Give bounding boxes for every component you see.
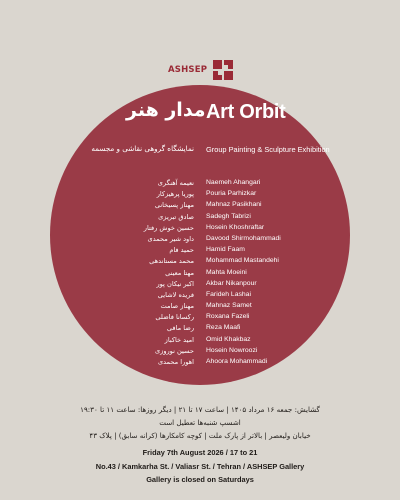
artist-name-fa: رضا مافی xyxy=(166,324,194,333)
artist-name-en: Mahnaz Samet xyxy=(206,302,252,310)
artist-name-en: Ahoora Mohammadi xyxy=(206,358,268,365)
artist-row xyxy=(0,347,400,358)
artist-name-fa: رکسانا فاضلی xyxy=(155,313,194,322)
artist-name-fa: حسین نوروزی xyxy=(154,346,194,355)
artist-row xyxy=(0,313,400,324)
artist-name-fa: پوریا پرهیزکار xyxy=(156,190,194,199)
closed-notice-en: Gallery is closed on Saturdays xyxy=(146,475,254,484)
opening-hours-fa: گشایش: جمعه ۱۶ مرداد ۱۴۰۵ | ساعت ۱۷ تا ۲۱ | دیگر روزها: ساعت ۱۱ تا ۱۹:۳۰ xyxy=(80,405,320,414)
artist-name-en: Hosein Khoshraftar xyxy=(206,223,265,231)
artist-row xyxy=(0,190,400,201)
artist-name-fa: مهناز صامت xyxy=(160,302,194,311)
artist-row xyxy=(0,213,400,224)
artist-name-fa: اکبر نیکان پور xyxy=(156,279,194,288)
gallery-logo xyxy=(0,56,400,80)
artist-row xyxy=(0,291,400,302)
artist-name-en: Roxana Fazeli xyxy=(206,313,250,321)
artist-name-en: Pouria Parhizkar xyxy=(206,190,257,198)
artist-row xyxy=(0,358,400,369)
logo-text: ASHSEP xyxy=(168,65,208,75)
artist-name-fa: اهورا محمدی xyxy=(157,358,194,366)
subtitle-persian: نمایشگاه گروهی نقاشی و مجسمه xyxy=(91,144,194,153)
artist-list xyxy=(0,179,400,369)
artist-row xyxy=(0,336,400,347)
artist-row xyxy=(0,280,400,291)
artist-name-en: Davood Shirmohammadi xyxy=(206,234,281,242)
artist-name-fa: امید خاکباز xyxy=(164,335,194,344)
artist-name-fa: حمید فام xyxy=(169,246,194,255)
artist-row xyxy=(0,224,400,235)
closed-notice-fa: اشسپ شنبه‌ها تعطیل است xyxy=(159,418,241,427)
artist-name-fa: فریده لاشایی xyxy=(157,290,194,299)
artist-row xyxy=(0,302,400,313)
artist-name-fa: مهناز پسیخانی xyxy=(154,201,194,210)
artist-row xyxy=(0,246,400,257)
artist-name-en: Mohammad Mastandehi xyxy=(206,257,279,265)
opening-date-en: Friday 7th August 2026 / 17 to 21 xyxy=(142,448,258,457)
artist-row xyxy=(0,179,400,190)
artist-row xyxy=(0,257,400,268)
artist-name-en: Naemeh Ahangari xyxy=(206,179,261,186)
artist-name-fa: صادق تبریزی xyxy=(158,212,194,221)
artist-name-fa: نعیمه آهنگری xyxy=(157,179,194,187)
artist-row xyxy=(0,324,400,335)
artist-row xyxy=(0,269,400,280)
title-persian: مدار هنر xyxy=(126,99,206,121)
artist-name-en: Akbar Nikanpour xyxy=(206,279,257,287)
artist-name-en: Hamid Faam xyxy=(206,246,245,254)
subtitle-english: Group Painting & Sculpture Exhibition xyxy=(206,145,330,154)
artist-name-en: Hosein Nowroozi xyxy=(206,346,258,354)
artist-name-fa: حسین خوش رفتار xyxy=(143,223,194,232)
artist-name-en: Reza Maafi xyxy=(206,324,241,332)
title-english: Art Orbit xyxy=(206,101,286,123)
artist-name-fa: مهتا معینی xyxy=(165,268,194,277)
artist-name-en: Sadegh Tabrizi xyxy=(206,212,251,220)
artist-name-en: Farideh Lashai xyxy=(206,290,251,298)
artist-name-fa: داود شیر محمدی xyxy=(147,234,194,243)
address-fa: خیابان ولیعصر | بالاتر از پارک ملت | کوچه کامکارها (کرانه سابق) | پلاک ۴۳ xyxy=(89,431,311,440)
artist-name-en: Omid Khakbaz xyxy=(206,335,251,343)
artist-name-en: Mahnaz Pasikhani xyxy=(206,201,262,209)
artist-row xyxy=(0,235,400,246)
artist-name-en: Mahta Moeini xyxy=(206,268,247,276)
info-english xyxy=(0,446,400,487)
info-persian xyxy=(0,403,400,442)
address-en: No.43 / Kamkarha St. / Valiasr St. / Tehran / ASHSEP Gallery xyxy=(95,461,305,471)
artist-row xyxy=(0,201,400,212)
artist-name-fa: محمد مستاندهی xyxy=(149,257,194,266)
ashsep-logo-icon xyxy=(212,59,234,81)
